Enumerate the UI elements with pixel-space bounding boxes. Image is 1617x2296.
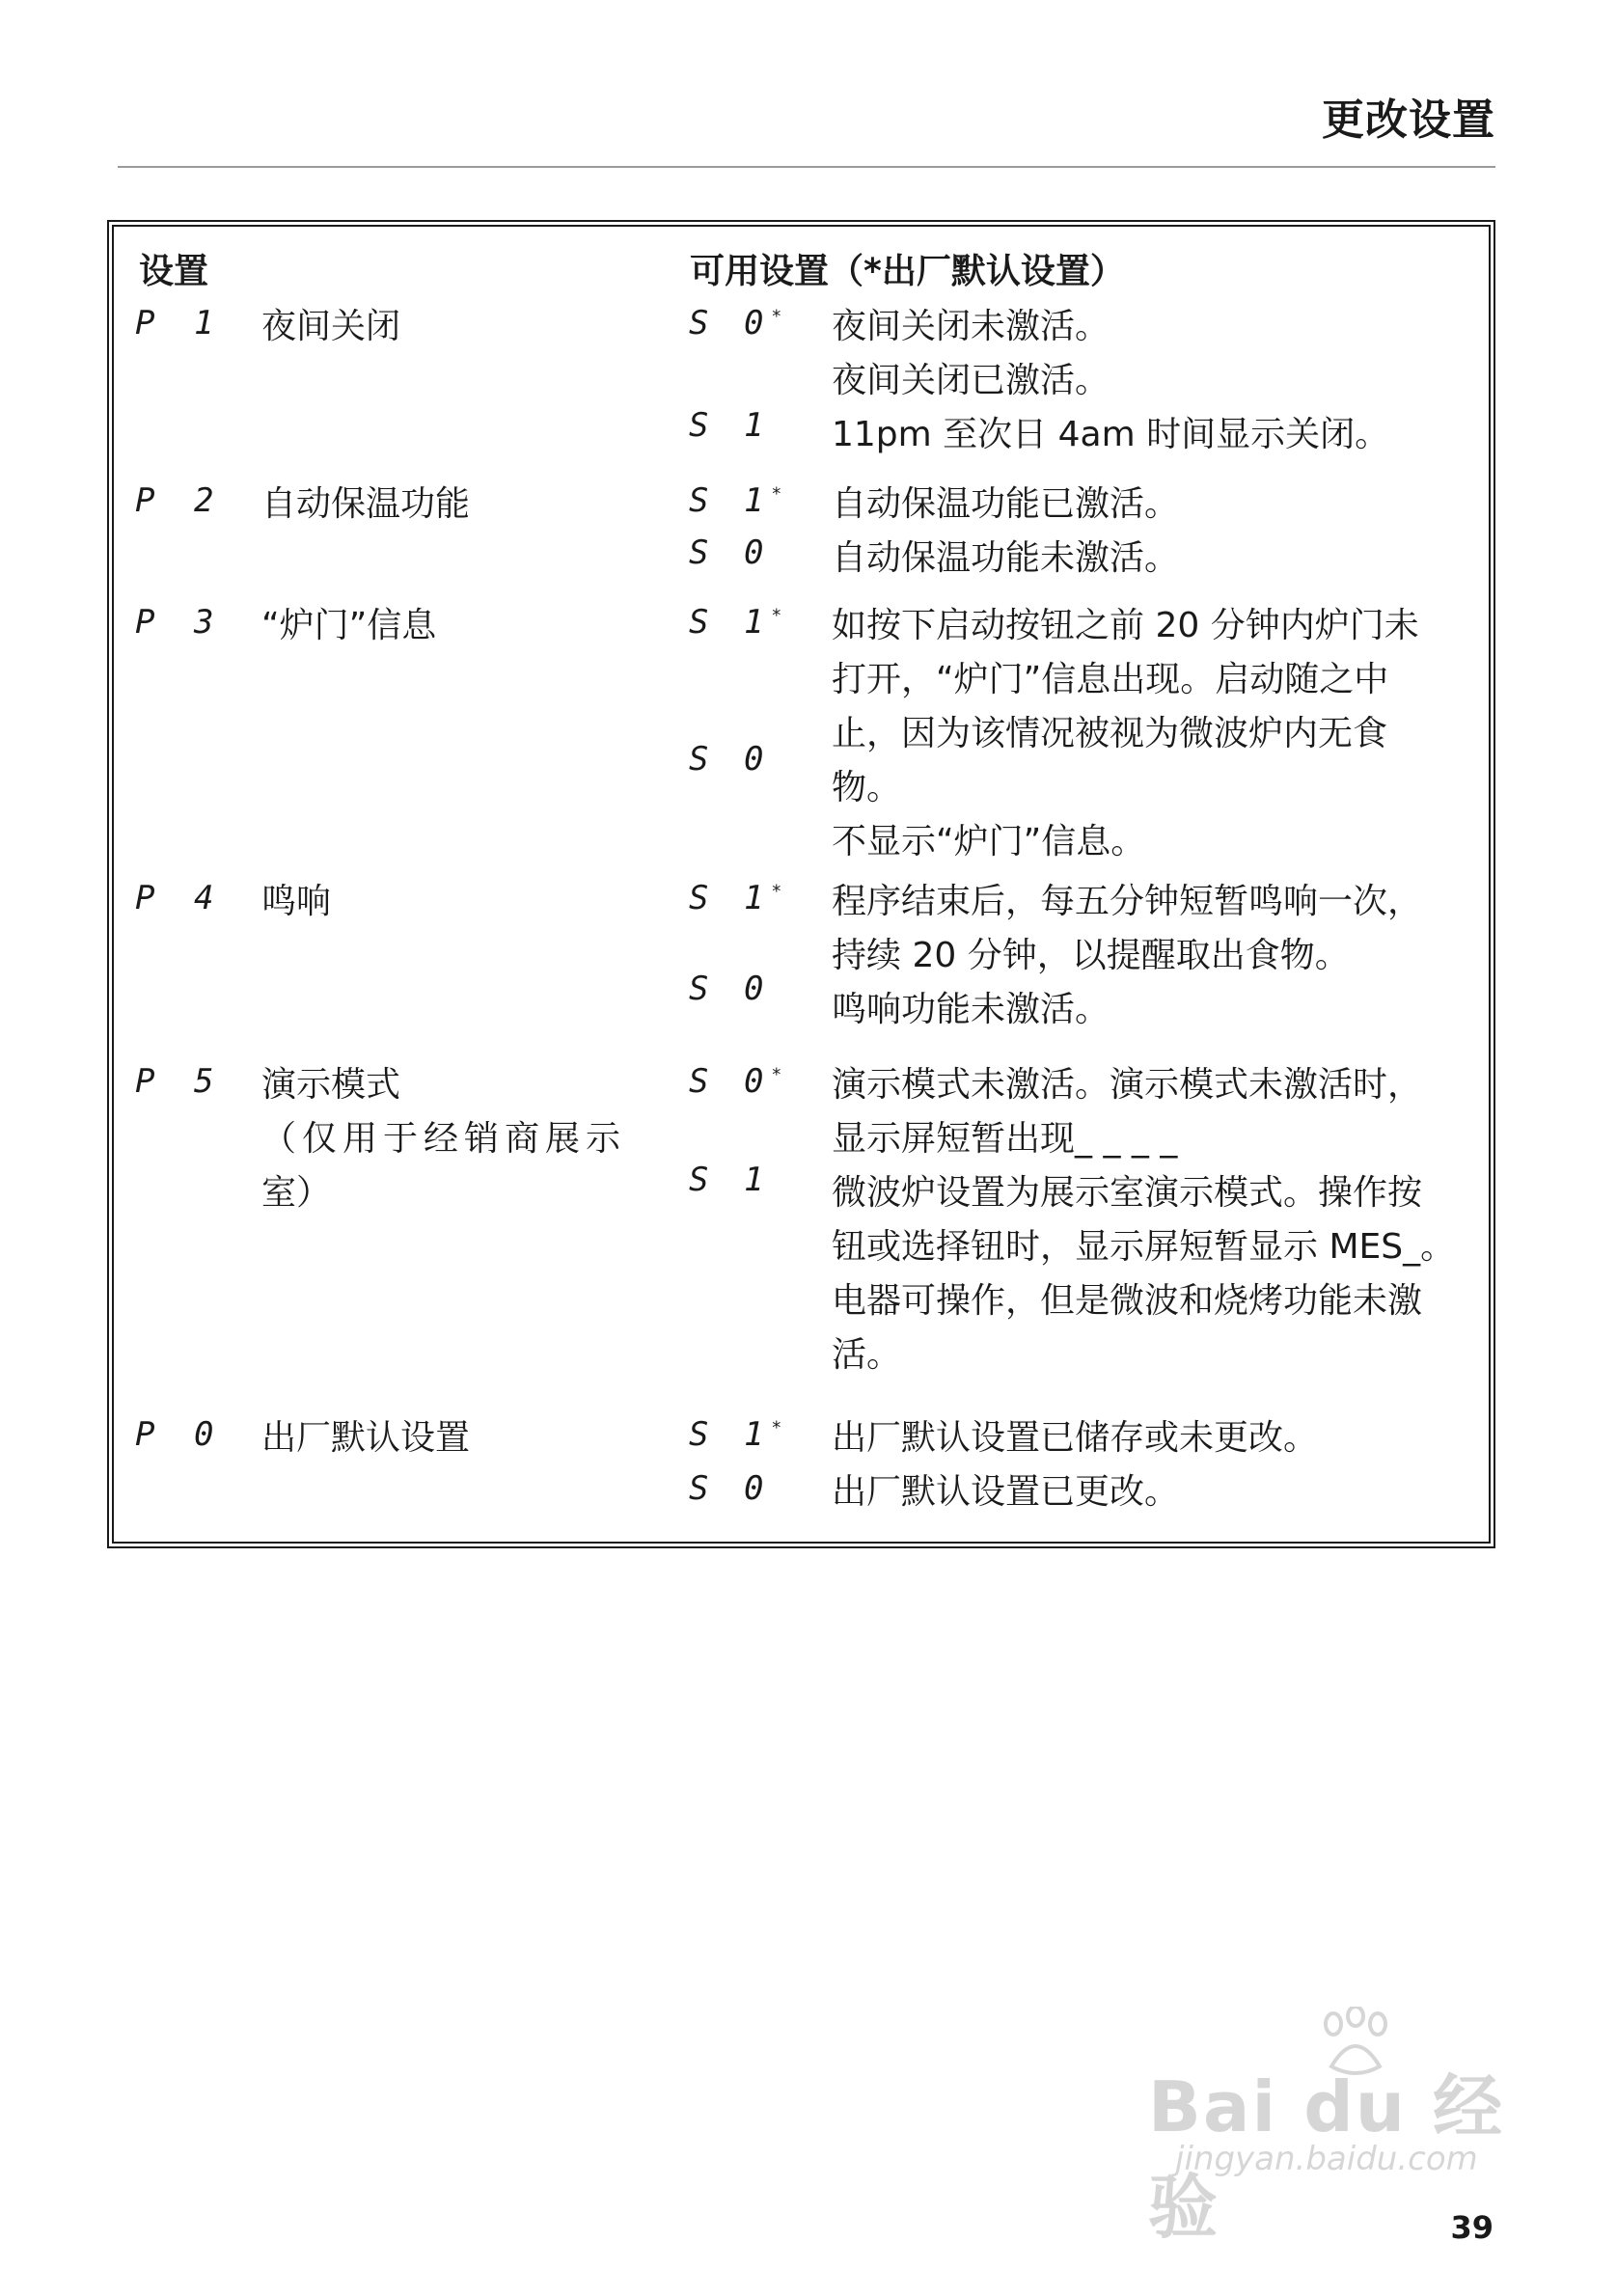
option-code: S 0 bbox=[689, 740, 772, 779]
header-divider bbox=[118, 166, 1495, 168]
setting-code: P 3 bbox=[135, 603, 224, 642]
setting-code: P 5 bbox=[135, 1062, 224, 1101]
setting-name: “炉门”信息 bbox=[261, 606, 437, 645]
watermark-brand: Bai du 经验 bbox=[1148, 2066, 1505, 2248]
setting-code: P 2 bbox=[135, 481, 224, 520]
option-code: S 0* bbox=[689, 1062, 782, 1101]
option-code: S 1* bbox=[689, 1415, 782, 1454]
option-code: S 0 bbox=[689, 533, 772, 572]
setting-name: 鸣响 bbox=[261, 882, 332, 921]
option-code: S 1* bbox=[689, 879, 782, 917]
setting-name: 自动保温功能 bbox=[261, 484, 471, 524]
setting-code: P 1 bbox=[135, 304, 224, 342]
option-code: S 1 bbox=[689, 406, 772, 445]
option-code: S 1* bbox=[689, 481, 782, 520]
settings-table-inner bbox=[112, 225, 1491, 1544]
settings-table bbox=[107, 220, 1495, 1548]
option-code: S 0 bbox=[689, 970, 772, 1008]
column-header-setting: 设置 bbox=[139, 252, 209, 291]
setting-code: P 0 bbox=[135, 1415, 224, 1454]
setting-name: 出厂默认设置 bbox=[261, 1418, 471, 1458]
page-number: 39 bbox=[1450, 2209, 1494, 2246]
setting-name: 夜间关闭 bbox=[261, 307, 401, 346]
option-code: S 1* bbox=[689, 603, 782, 642]
option-description: 程序结束后，每五分钟短暂鸣响一次， 持续 20 分钟，以提醒取出食物。 鸣响功能未激活。 bbox=[832, 882, 1423, 1029]
option-code: S 1 bbox=[689, 1161, 772, 1199]
page-title: 更改设置 bbox=[1322, 96, 1495, 145]
option-description: 出厂默认设置已储存或未更改。 出厂默认设置已更改。 bbox=[832, 1418, 1319, 1512]
option-code: S 0 bbox=[689, 1469, 772, 1508]
option-description: 如按下启动按钮之前 20 分钟内炉门未 打开，“炉门”信息出现。启动随之中 止，因为该情况被视为微波炉内无食 物。 不显示“炉门”信息。 bbox=[832, 606, 1419, 861]
option-description: 夜间关闭未激活。 夜间关闭已激活。 11pm 至次日 4am 时间显示关闭。 bbox=[832, 307, 1390, 454]
option-code: S 0* bbox=[689, 304, 782, 342]
watermark-url: jingyan.baidu.com bbox=[1175, 2140, 1478, 2178]
option-description: 自动保温功能已激活。 自动保温功能未激活。 bbox=[832, 484, 1180, 578]
setting-code: P 4 bbox=[135, 879, 224, 917]
option-description: 演示模式未激活。演示模式未激活时， 显示屏短暂出现_ _ _ _ 微波炉设置为展示室演示模式。操作按 钮或选择钮时，显示屏短暂显示 MES_。 电器可操作，但是微波和烧烤功能未激 活。 bbox=[832, 1065, 1456, 1375]
setting-name: 演示模式 （仅用于经销商展示 室） bbox=[261, 1065, 627, 1213]
column-header-available: 可用设置（*出厂默认设置） bbox=[690, 252, 1125, 291]
